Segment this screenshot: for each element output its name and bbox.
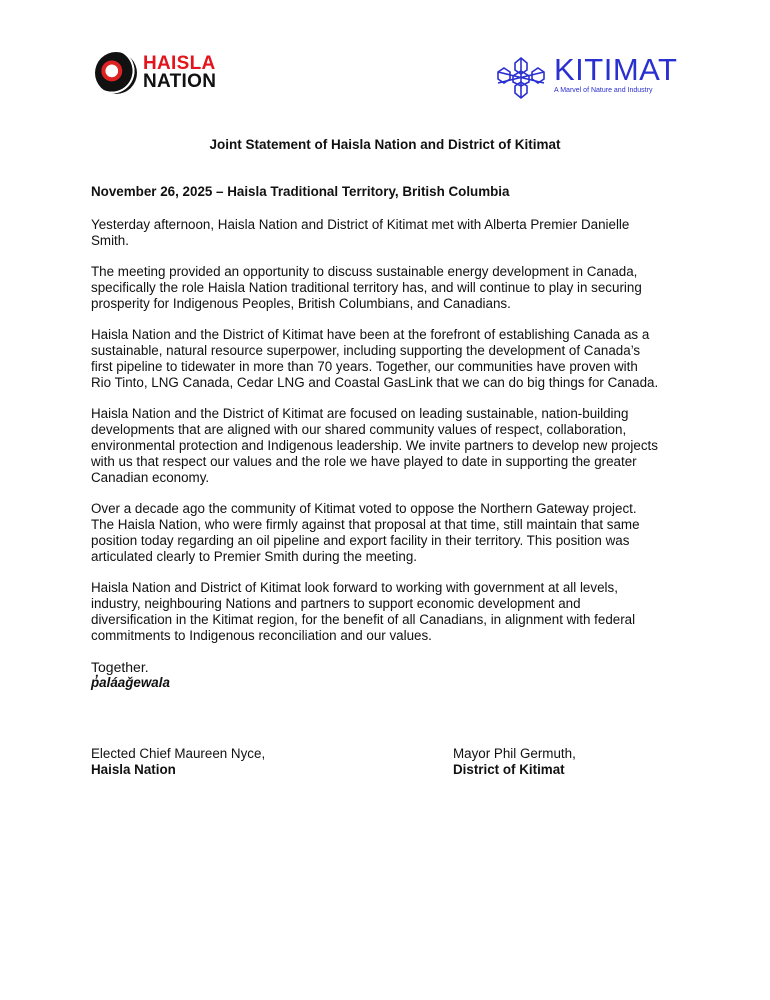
kitimat-snowflake-icon	[496, 55, 546, 101]
signatory-org: District of Kitimat	[453, 762, 565, 777]
paragraph	[91, 580, 711, 644]
paragraph-line: The Haisla Nation, who were firmly against that proposal at that time, still maintain that same	[91, 517, 640, 532]
haisla-nation-logo	[95, 52, 216, 94]
paragraph-line: sustainable, natural resource superpower, including supporting the development of Canada’s	[91, 343, 641, 358]
paragraph-line: Haisla Nation and District of Kitimat look forward to working with government at all levels,	[91, 580, 618, 595]
paragraph-line: The meeting provided an opportunity to discuss sustainable energy development in Canada,	[91, 264, 638, 279]
paragraph-line: Smith.	[91, 233, 129, 248]
signatory-name: Elected Chief Maureen Nyce,	[91, 746, 266, 761]
paragraph-line: articulated clearly to Premier Smith during the meeting.	[91, 549, 417, 564]
paragraph-line: commitments to Indigenous reconciliation and our values.	[91, 628, 432, 643]
haisla-logo-line2: NATION	[143, 71, 217, 92]
paragraph-line: Rio Tinto, LNG Canada, Cedar LNG and Coastal GasLink that we can do big things for Canada.	[91, 375, 659, 390]
signatory-name: Mayor Phil Germuth,	[453, 746, 576, 761]
kitimat-logo-name: KITIMAT	[554, 52, 678, 87]
paragraph	[91, 327, 711, 391]
document-body	[91, 184, 711, 691]
paragraph-line: Yesterday afternoon, Haisla Nation and District of Kitimat met with Alberta Premier Danielle	[91, 217, 630, 232]
paragraph-line: with us that respect our values and the role we have played to date in supporting the greater	[91, 454, 637, 469]
haisla-emblem-icon	[95, 52, 137, 94]
haisla-logo-line1: HAISLA	[143, 53, 216, 74]
paragraph-line: Over a decade ago the community of Kitimat voted to oppose the Northern Gateway project.	[91, 501, 637, 516]
kitimat-logo	[496, 52, 678, 101]
signatory-haisla	[91, 746, 265, 778]
kitimat-logo-tagline: A Marvel of Nature and Industry	[554, 87, 653, 94]
paragraph-line: environmental protection and Indigenous leadership. We invite partners to develop new projects	[91, 438, 658, 453]
paragraph-line: specifically the role Haisla Nation traditional territory has, and will continue to play in securing	[91, 280, 642, 295]
paragraph	[91, 501, 711, 565]
paragraph-line: Canadian economy.	[91, 470, 210, 485]
signatory-kitimat	[453, 746, 576, 778]
closing-native-word: p̓aláaǧewala	[91, 675, 170, 690]
closing: Together.	[91, 659, 149, 675]
paragraph-line: position today regarding an oil pipeline and export facility in their territory. This position was	[91, 533, 630, 548]
signatory-org: Haisla Nation	[91, 762, 176, 777]
paragraph	[91, 264, 711, 312]
paragraph-line: Haisla Nation and the District of Kitimat are focused on leading sustainable, nation-building	[91, 406, 629, 421]
paragraph-line: first pipeline to tidewater in more than 70 years. Together, our communities have proven with	[91, 359, 638, 374]
paragraph-line: diversification in the Kitimat region, for the benefit of all Canadians, in alignment with federal	[91, 612, 636, 627]
dateline: November 26, 2025 – Haisla Traditional Territory, British Columbia	[91, 184, 510, 199]
paragraph	[91, 217, 711, 249]
paragraph-line: developments that are aligned with our shared community values of respect, collaboration,	[91, 422, 627, 437]
paragraph-line: Haisla Nation and the District of Kitimat have been at the forefront of establishing Canada as a	[91, 327, 650, 342]
document-title: Joint Statement of Haisla Nation and District of Kitimat	[209, 137, 561, 152]
paragraph-line: prosperity for Indigenous Peoples, British Columbians, and Canadians.	[91, 296, 511, 311]
paragraph	[91, 406, 711, 486]
paragraph-line: industry, neighbouring Nations and partners to support economic development and	[91, 596, 581, 611]
